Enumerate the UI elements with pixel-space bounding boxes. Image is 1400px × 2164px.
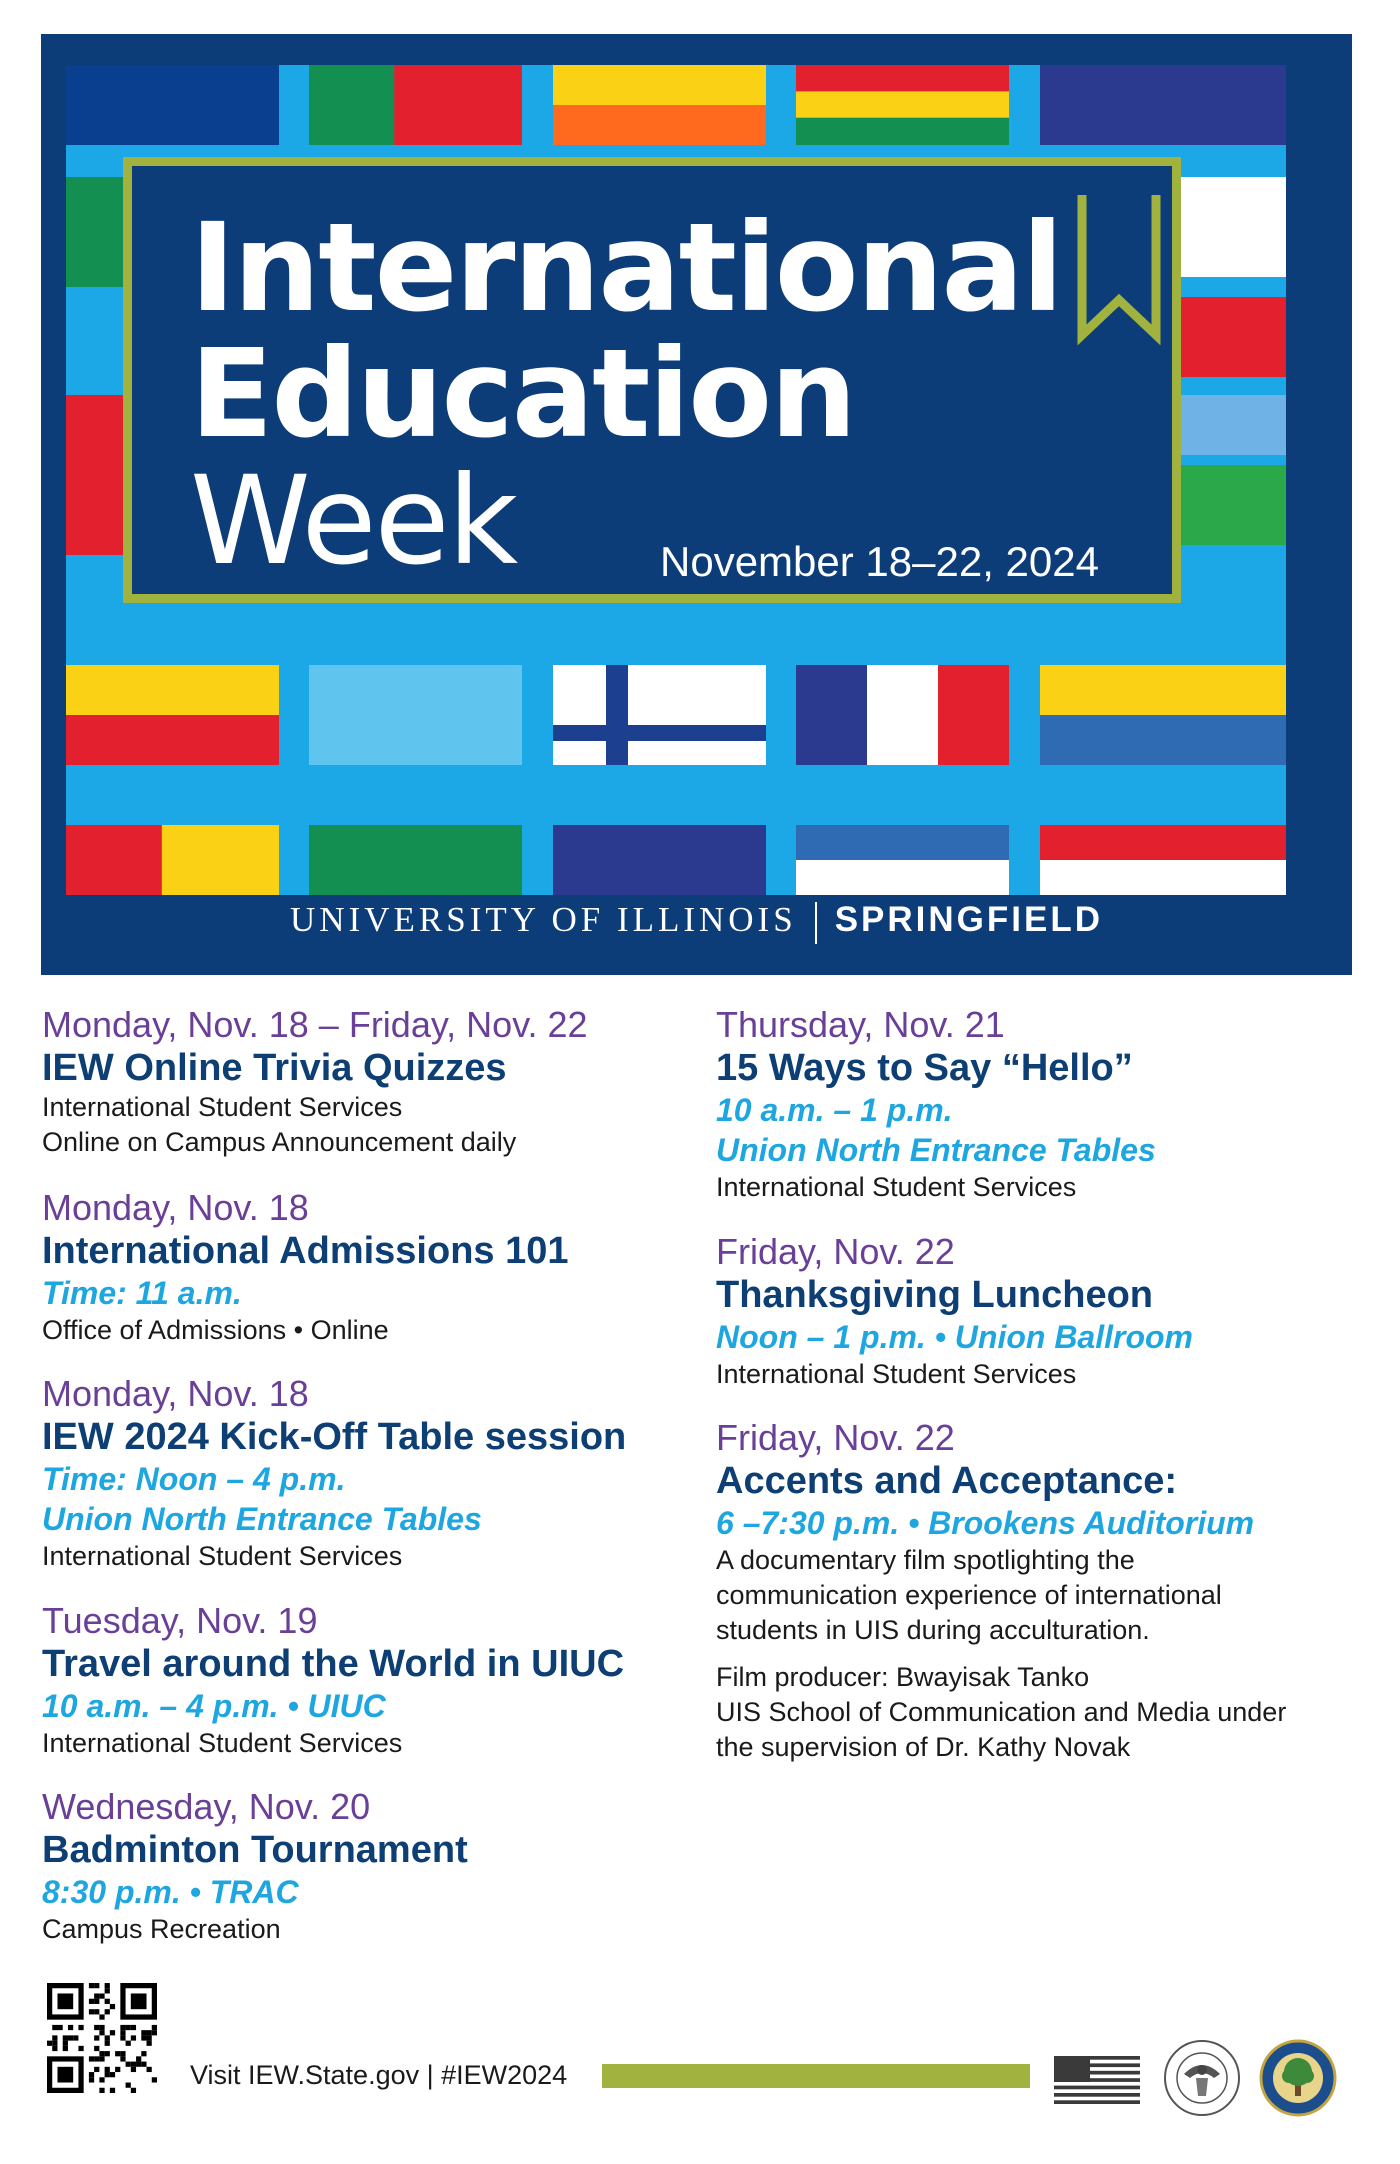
event-info: Online on Campus Announcement daily [42,1127,517,1157]
page-title-line3: Week [190,450,517,592]
event-time: 8:30 p.m. • TRAC [42,1874,299,1910]
event-title: Travel around the World in UIUC [42,1643,625,1685]
event-description: students in UIS during acculturation. [716,1615,1150,1645]
event-dates: November 18–22, 2024 [660,538,1099,585]
event-location: Union North Entrance Tables [716,1132,1156,1168]
event-location: Union North Entrance Tables [42,1501,482,1537]
page-title-line2: Education [190,323,855,465]
event-info: International Student Services [42,1728,403,1758]
event-day: Friday, Nov. 22 [716,1231,955,1272]
event-kickoff-table [42,1373,626,1574]
event-day: Monday, Nov. 18 – Friday, Nov. 22 [42,1004,588,1045]
event-admissions-101 [42,1187,569,1348]
event-ways-to-say-hello [716,1004,1156,1205]
page-title-line1: International [190,197,1062,339]
visit-link[interactable]: Visit IEW.State.gov | #IEW2024 [190,2060,568,2090]
event-day: Tuesday, Nov. 19 [42,1600,318,1641]
event-title: International Admissions 101 [42,1230,569,1272]
event-day: Thursday, Nov. 21 [716,1004,1005,1045]
event-info: International Student Services [716,1172,1077,1202]
event-title: Accents and Acceptance: [716,1460,1178,1502]
event-credit: the supervision of Dr. Kathy Novak [716,1732,1131,1762]
campus-name: SPRINGFIELD [834,900,1103,939]
event-title: 15 Ways to Say “Hello” [716,1047,1133,1089]
event-online-trivia [42,1004,588,1160]
event-info: Campus Recreation [42,1914,281,1944]
accent-bar [602,2064,1030,2088]
event-title: Badminton Tournament [42,1829,468,1871]
event-day: Monday, Nov. 18 [42,1373,309,1414]
education-department-seal-icon [1258,2038,1338,2118]
university-name: UNIVERSITY OF ILLINOIS [290,900,797,939]
event-thanksgiving-luncheon [716,1231,1193,1392]
us-flag-icon [1054,2056,1140,2104]
event-day: Monday, Nov. 18 [42,1187,309,1228]
event-title: IEW 2024 Kick-Off Table session [42,1416,627,1458]
event-info: International Student Services [42,1092,403,1122]
wordmark-divider [815,902,817,944]
event-credit: UIS School of Communication and Media under [716,1697,1287,1727]
event-description: communication experience of international [716,1580,1222,1610]
event-travel-world [42,1600,624,1761]
event-title: IEW Online Trivia Quizzes [42,1047,507,1089]
event-time: 10 a.m. – 1 p.m. [716,1092,953,1128]
event-info: International Student Services [42,1541,403,1571]
event-time: Time: Noon – 4 p.m. [42,1461,346,1497]
event-accents-acceptance [716,1417,1286,1765]
event-time: Noon – 1 p.m. • Union Ballroom [716,1319,1193,1355]
event-time: Time: 11 a.m. [42,1275,242,1311]
event-description: A documentary film spotlighting the [716,1545,1135,1575]
state-department-seal-icon [1162,2038,1242,2118]
qr-code-icon[interactable] [47,1983,157,2093]
event-info: International Student Services [716,1359,1077,1389]
event-day: Friday, Nov. 22 [716,1417,955,1458]
event-time: 6 –7:30 p.m. • Brookens Auditorium [716,1505,1255,1541]
university-wordmark [41,900,1352,944]
event-credit: Film producer: Bwayisak Tanko [716,1662,1090,1692]
event-info: Office of Admissions • Online [42,1315,389,1345]
event-time: 10 a.m. – 4 p.m. • UIUC [42,1688,386,1724]
event-title: Thanksgiving Luncheon [716,1274,1154,1316]
event-day: Wednesday, Nov. 20 [42,1786,371,1827]
event-badminton [42,1786,468,1947]
